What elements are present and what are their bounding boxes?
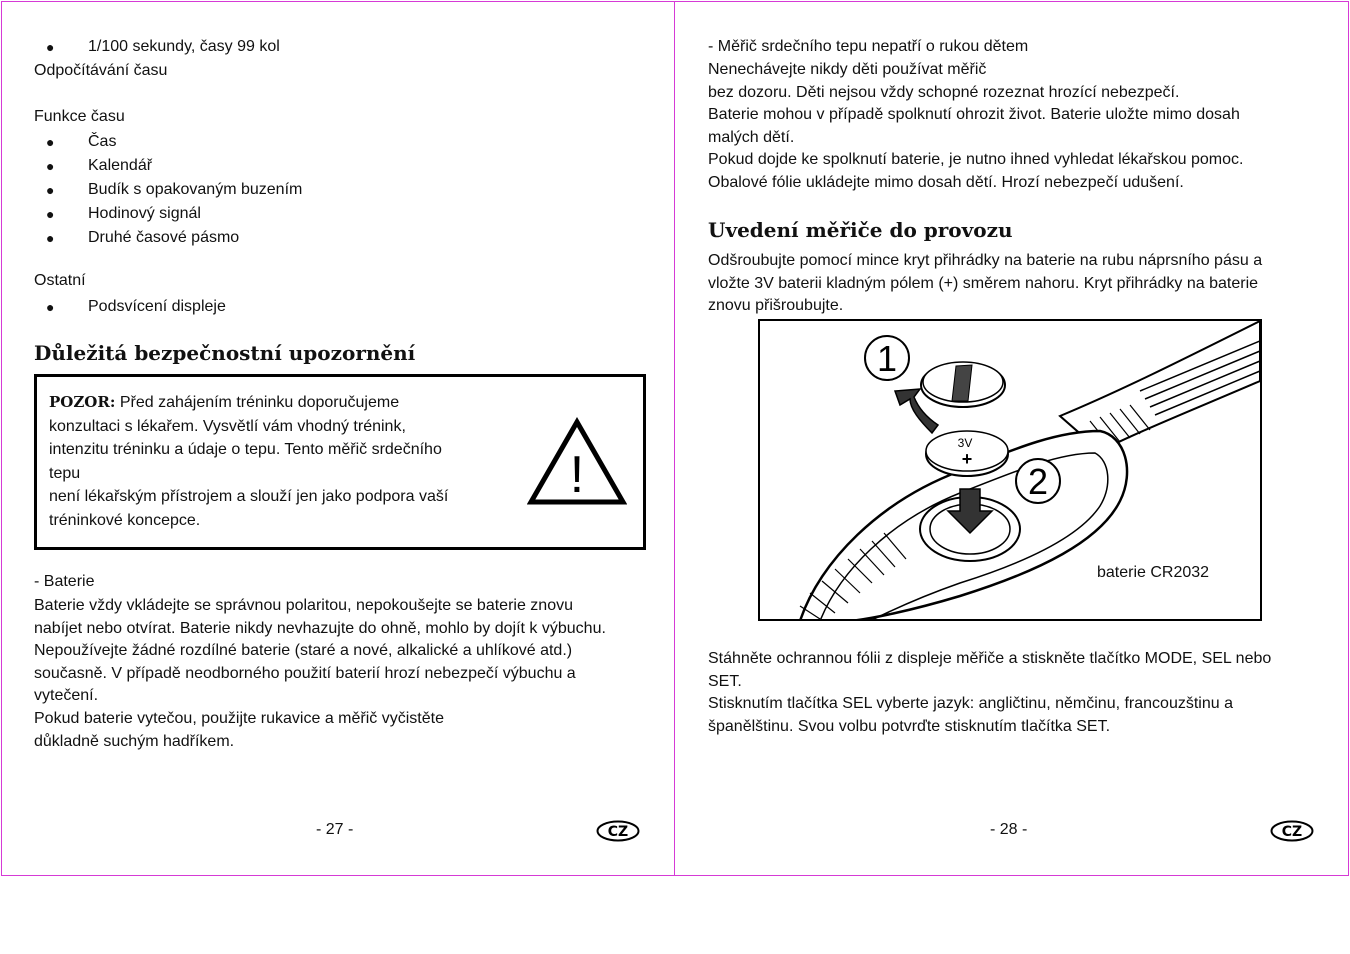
warning-box — [34, 374, 646, 550]
battery-figure — [758, 319, 1262, 621]
list-item: ● Čas — [46, 133, 117, 150]
battery-paragraph: Baterie vždy vkládejte se správnou polaritou, nepokoušejte se baterie znovu nabíjet nebo otvírat. Baterie nikdy nevhazujte do ohně, mohlo by dojít k výbuchu. Nepoužívejte žádné rozdílné baterie (staré a nové, alkalické a uhlíkové atd.) současně. V případě neodborného použití baterií hrozí nebezpečí výbuchu a vytečení. Pokud baterie vytečou, použijte rukavice a měřič vyčistěte důkladně suchým hadříkem. — [34, 597, 606, 750]
timer-bullet-list — [2, 35, 280, 59]
other-label: Ostatní — [34, 272, 86, 289]
warning-label: POZOR: — [49, 393, 116, 411]
step-2-number: 2 — [1027, 461, 1049, 502]
battery-label-3v: 3V — [957, 436, 973, 450]
page-number: - 28 - — [990, 821, 1028, 838]
startup-heading: Uvedení měřiče do provozu — [708, 218, 1013, 242]
country-badge — [596, 820, 640, 842]
time-bullet-list — [2, 130, 302, 250]
safety-heading: Důležitá bezpečnostní upozornění — [34, 341, 416, 365]
warning-exclamation: ! — [569, 446, 585, 504]
page-number: - 27 - — [316, 821, 354, 838]
page-right — [674, 1, 1349, 876]
time-functions-label: Funkce času — [34, 108, 125, 125]
warning-text: POZOR: Před zahájením tréninku doporučujeme konzultaci s lékařem. Vysvětlí vám vhodný trénink, intenzitu tréninku a údaje o tepu. Tento měřič srdečního tepu není lékařským přístrojem a slouží jen jako podpora vaší tréninkové koncepce. — [49, 393, 449, 529]
page-left — [1, 1, 675, 876]
list-item: ● Budík s opakovaným buzením — [46, 181, 303, 198]
children-heading: - Měřič srdečního tepu nepatří o rukou dětem — [708, 38, 1029, 55]
step-1-number: 1 — [876, 338, 898, 379]
other-bullet-list — [2, 295, 226, 319]
countdown-label: Odpočítávání času — [34, 62, 168, 79]
list-item: ● 1/100 sekundy, časy 99 kol — [46, 38, 280, 55]
battery-label-plus: + — [961, 449, 973, 469]
list-item: ● Kalendář — [46, 157, 153, 174]
country-badge — [1270, 820, 1314, 842]
startup-paragraph: Odšroubujte pomocí mince kryt přihrádky na baterie na rubu náprsního pásu a vložte 3V baterii kladným pólem (+) směrem nahoru. Kryt přihrádky na baterie znovu přišroubujte. — [708, 252, 1263, 315]
figure-caption: baterie CR2032 — [1097, 564, 1210, 581]
display-paragraph: Stáhněte ochrannou fólii z displeje měřiče a stiskněte tlačítko MODE, SEL nebo SET. Stisknutím tlačítka SEL vyberte jazyk: angličtinu, němčinu, francouzštinu a španělštinu. Svou volbu potvrďte stisknutím tlačítka SET. — [708, 650, 1272, 735]
svg-text:CZ: CZ — [1281, 824, 1303, 840]
battery-heading: - Baterie — [34, 573, 95, 590]
list-item: ● Druhé časové pásmo — [46, 229, 240, 246]
warning-triangle-icon — [527, 417, 627, 507]
list-item: ● Podsvícení displeje — [46, 298, 226, 315]
children-paragraph: Nenechávejte nikdy děti používat měřič bez dozoru. Děti nejsou vždy schopné rozeznat hrozící nebezpečí. Baterie mohou v případě spolknutí ohrozit život. Baterie uložte mimo dosah malých dětí. Pokud dojde ke spolknutí baterie, je nutno ihned vyhledat lékařskou pomoc. Obalové fólie ukládejte mimo dosah dětí. Hrozí nebezpečí udušení. — [708, 61, 1244, 191]
list-item: ● Hodinový signál — [46, 205, 201, 222]
svg-text:CZ: CZ — [607, 824, 629, 840]
